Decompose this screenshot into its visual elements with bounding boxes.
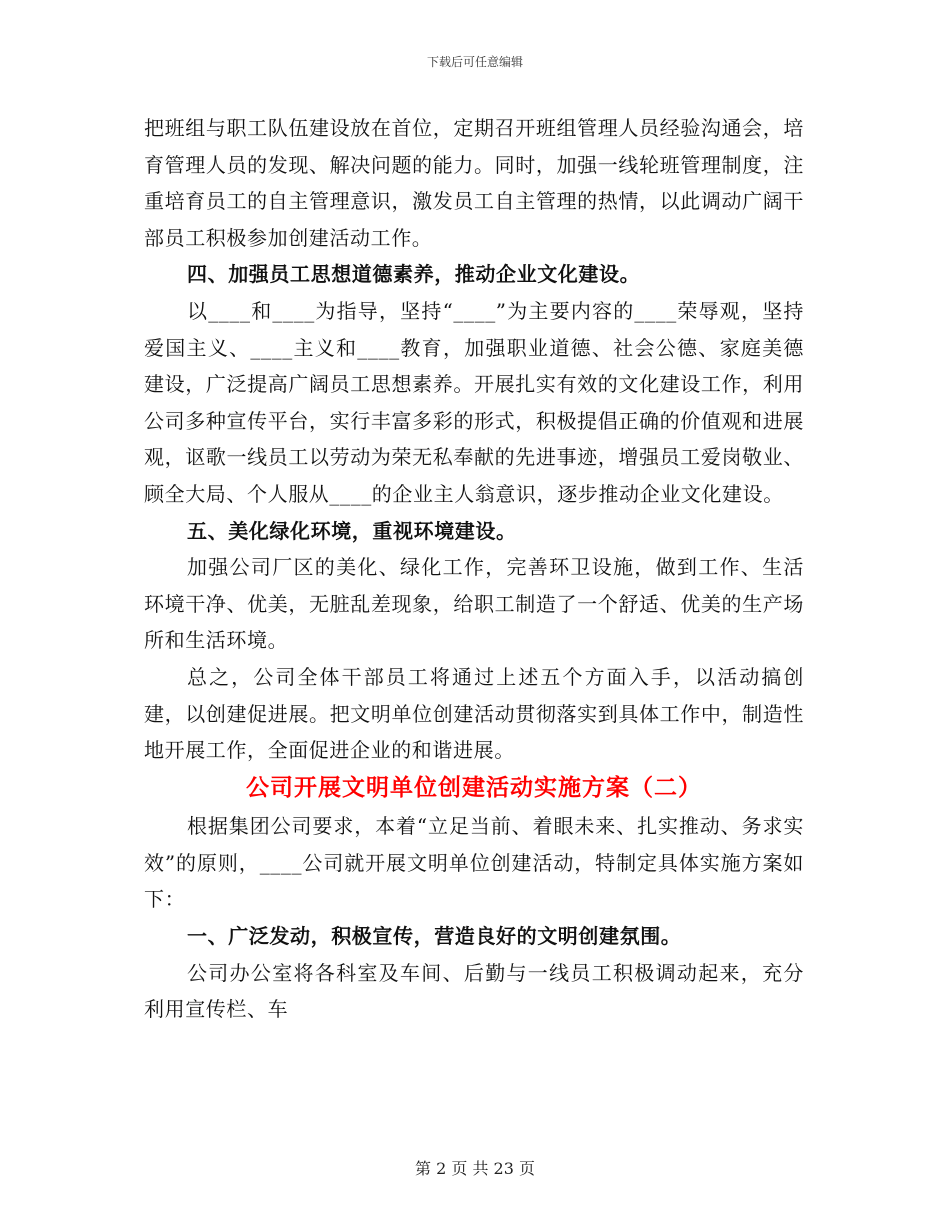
section-heading-1: 一、广泛发动，积极宣传，营造良好的文明创建氛围。 <box>187 924 682 949</box>
paragraph-team-building: 把班组与职工队伍建设放在首位，定期召开班组管理人员经验沟通会，培育管理人员的发现、解决问题的能力。同时，加强一线轮班管理制度，注重培育员工的自主管理意识，激发员工自主管理的热情，以此调动广阔干部员工积极参加创建活动工作。 <box>144 116 804 250</box>
section-heading-5: 五、美化绿化环境，重视环境建设。 <box>187 518 517 543</box>
page-header: 下载后可任意编辑 <box>426 55 523 69</box>
paragraph-publicity: 公司办公室将各科室及车间、后勤与一线员工积极调动起来，充分利用宣传栏、车 <box>144 960 804 1022</box>
paragraph-moral-culture: 以____和____为指导，坚持“____”为主要内容的____荣辱观，坚持爱国主义、____主义和____教育，加强职业道德、社会公德、家庭美德建设，广泛提高广阔员工思想素养。开展扎实有效的文化建设工作，利用公司多种宣传平台，实行丰富多彩的形式，积极提倡正确的价值观和进展观，讴歌一线员工以劳动为荣无私奉献的先进事迹，增强员工爱岗敬业、顾全大局、个人服从____的企业主人翁意识，逐步推动企业文化建设。 <box>144 298 804 506</box>
document-body <box>144 110 804 1028</box>
paragraph-intro-part-2: 根据集团公司要求，本着“立足当前、着眼未来、扎实推动、务求实效”的原则，____公司就开展文明单位创建活动，特制定具体实施方案如下： <box>144 814 804 912</box>
paragraph-summary: 总之，公司全体干部员工将通过上述五个方面入手，以活动搞创建，以创建促进展。把文明单位创建活动贯彻落实到具体工作中，制造性地开展工作，全面促进企业的和谐进展。 <box>144 664 804 763</box>
page-number-footer: 第 2 页 共 23 页 <box>415 1159 535 1178</box>
paragraph-environment: 加强公司厂区的美化、绿化工作，完善环卫设施，做到工作、生活环境干净、优美，无脏乱差现象，给职工制造了一个舒适、优美的生产场所和生活环境。 <box>144 555 804 653</box>
document-title-part-2: 公司开展文明单位创建活动实施方案（二） <box>246 774 702 801</box>
section-heading-4: 四、加强员工思想道德素养，推动企业文化建设。 <box>187 262 641 287</box>
